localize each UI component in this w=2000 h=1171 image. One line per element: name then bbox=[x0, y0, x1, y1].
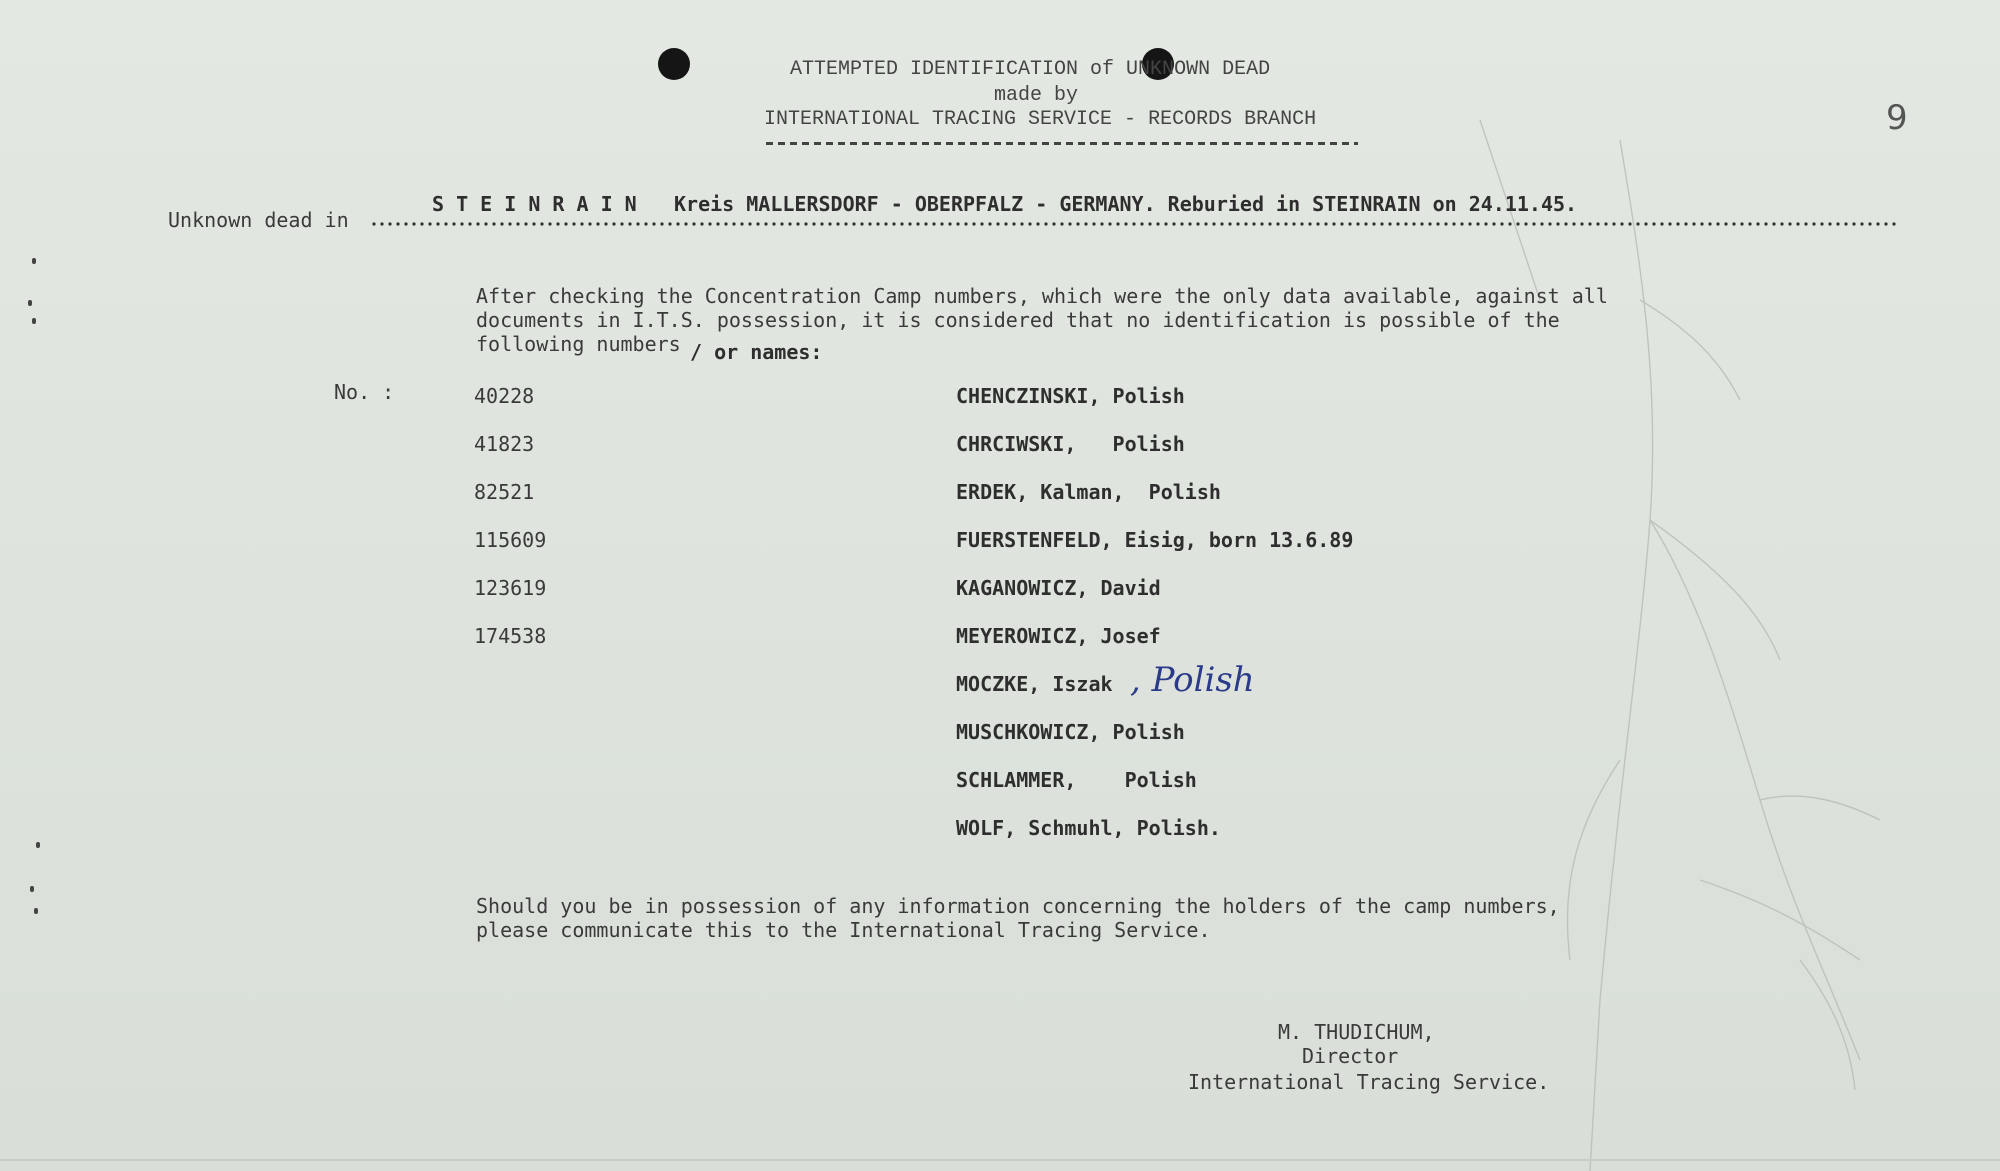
handwritten-addition: , Polish bbox=[1130, 660, 1255, 700]
edge-mark bbox=[34, 908, 38, 914]
name-entry: CHENCZINSKI, Polish bbox=[956, 384, 1185, 408]
closing-line-2: please communicate this to the International Tracing Service. bbox=[476, 918, 1211, 942]
name-entry: MUSCHKOWICZ, Polish bbox=[956, 720, 1185, 744]
header-organization: INTERNATIONAL TRACING SERVICE - RECORDS BRANCH bbox=[764, 108, 1317, 131]
edge-mark bbox=[30, 886, 34, 892]
camp-number: 41823 bbox=[474, 432, 535, 456]
edge-mark bbox=[36, 842, 40, 848]
camp-number: 123619 bbox=[474, 576, 547, 600]
name-entry: SCHLAMMER, Polish bbox=[956, 768, 1197, 792]
header-title: ATTEMPTED IDENTIFICATION of UNKNOWN DEAD bbox=[790, 58, 1271, 81]
punch-hole-left bbox=[658, 48, 690, 80]
page-number: 9 bbox=[1886, 98, 1908, 138]
name-entry: CHRCIWSKI, Polish bbox=[956, 432, 1185, 456]
name-entry: ERDEK, Kalman, Polish bbox=[956, 480, 1221, 504]
camp-number: 115609 bbox=[474, 528, 547, 552]
signature-title: Director bbox=[1302, 1044, 1399, 1068]
signature-organization: International Tracing Service. bbox=[1188, 1070, 1550, 1094]
numbers-label: No. : bbox=[334, 380, 395, 404]
name-entry: MEYEROWICZ, Josef bbox=[956, 624, 1161, 648]
edge-mark bbox=[32, 258, 36, 264]
name-entry: MOCZKE, Iszak bbox=[956, 672, 1113, 696]
camp-number: 40228 bbox=[474, 384, 535, 408]
camp-number: 82521 bbox=[474, 480, 535, 504]
edge-mark bbox=[28, 300, 32, 306]
unknown-dead-label: Unknown dead in bbox=[168, 208, 349, 232]
header-underline bbox=[766, 142, 1358, 145]
name-entry: FUERSTENFELD, Eisig, born 13.6.89 bbox=[956, 528, 1354, 552]
intro-line-2: documents in I.T.S. possession, it is considered that no identification is possible of the bbox=[476, 308, 1560, 332]
intro-line-1: After checking the Concentration Camp numbers, which were the only data available, against all bbox=[476, 284, 1608, 308]
place-detail: Kreis MALLERSDORF - OBERPFALZ - GERMANY. Reburied in STEINRAIN on 24.11.45. bbox=[674, 192, 1578, 216]
place-name: S T E I N R A I N bbox=[432, 192, 637, 216]
intro-line-3-addition: / or names: bbox=[690, 340, 823, 364]
edge-mark bbox=[32, 318, 36, 324]
intro-line-3: following numbers bbox=[476, 332, 681, 356]
name-entry: KAGANOWICZ, David bbox=[956, 576, 1161, 600]
closing-line-1: Should you be in possession of any information concerning the holders of the camp numbers, bbox=[476, 894, 1560, 918]
place-dotted-line bbox=[370, 222, 1898, 226]
header-made-by: made by bbox=[994, 84, 1079, 107]
camp-number: 174538 bbox=[474, 624, 547, 648]
name-entry: WOLF, Schmuhl, Polish. bbox=[956, 816, 1221, 840]
signature-name: M. THUDICHUM, bbox=[1278, 1020, 1435, 1044]
